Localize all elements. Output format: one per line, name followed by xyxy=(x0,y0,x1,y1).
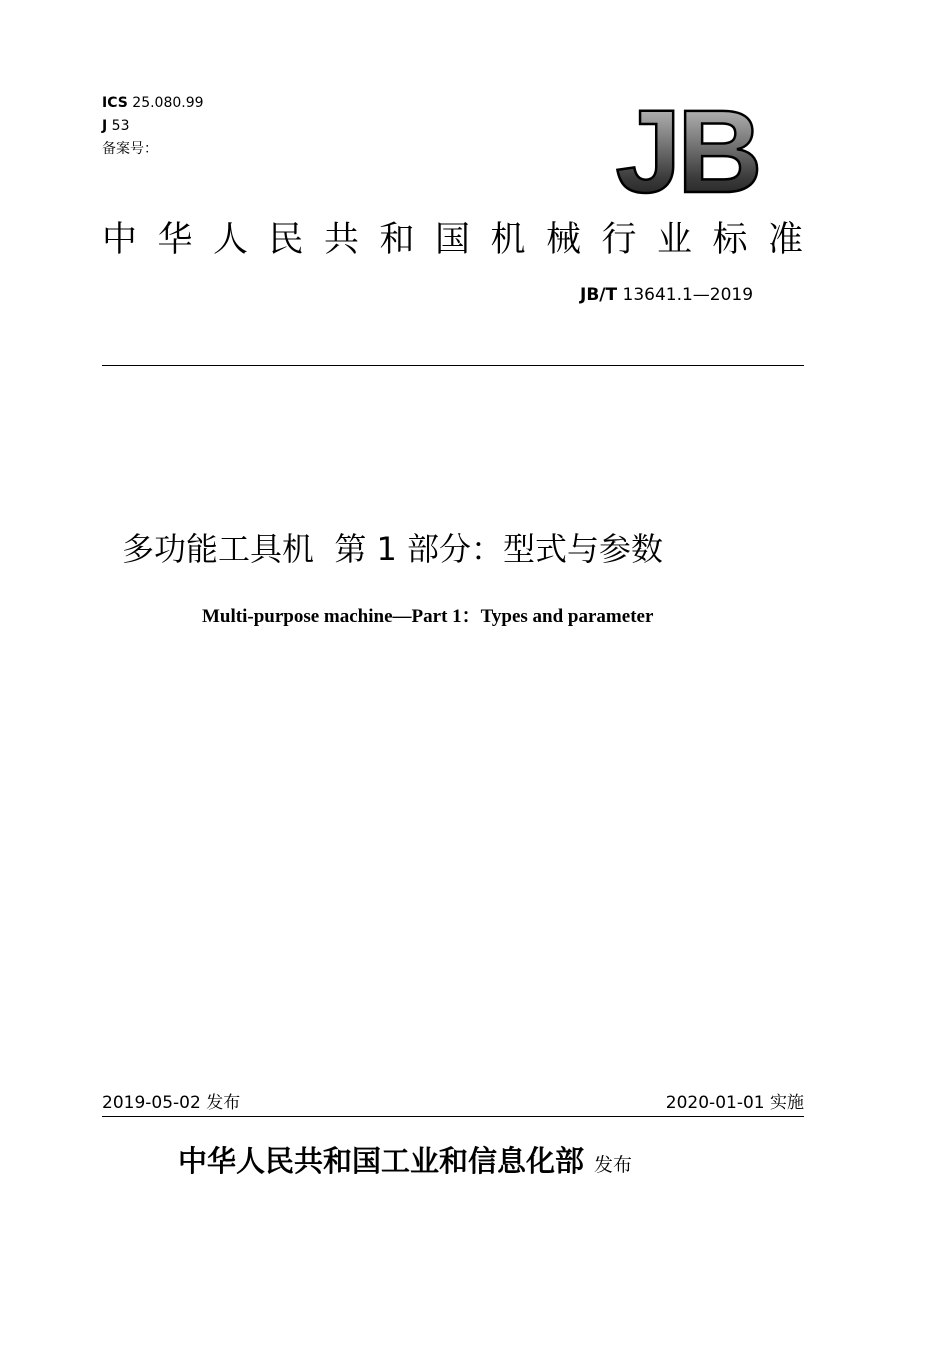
effective-date: 2020-01-01 xyxy=(665,1093,765,1113)
effective-date-block xyxy=(666,1092,804,1114)
record-number-label: 备案号： xyxy=(102,141,158,157)
classification-line xyxy=(102,118,130,134)
ics-code-line xyxy=(102,95,204,111)
classification-label: J xyxy=(102,118,108,134)
standard-number-prefix: JB/T xyxy=(580,285,618,305)
ics-label: ICS xyxy=(102,95,128,111)
effective-label: 实施 xyxy=(770,1093,804,1113)
jb-logo-text: JB xyxy=(615,92,759,202)
publisher-line xyxy=(178,1142,632,1184)
publisher-action: 发布 xyxy=(594,1154,633,1176)
document-title-english: Multi-purpose machine—Part 1：Types and parameter xyxy=(202,606,654,627)
top-divider xyxy=(102,365,804,366)
issue-label: 发布 xyxy=(206,1093,241,1113)
ics-code: 25.080.99 xyxy=(132,95,204,111)
jb-logo xyxy=(603,92,763,202)
issue-date: 2019-05-02 xyxy=(102,1093,201,1113)
issue-date-block xyxy=(102,1092,240,1114)
standard-number xyxy=(580,285,753,305)
bottom-divider xyxy=(102,1116,804,1117)
classification-code: 53 xyxy=(111,118,130,134)
record-number-line xyxy=(102,141,158,157)
publisher-name: 中华人民共和国工业和信息化部 xyxy=(178,1144,585,1178)
standard-title: 中华人民共和国机械行业标准 xyxy=(102,220,824,260)
standard-number-value: 13641.1—2019 xyxy=(622,285,754,305)
document-title-chinese: 多功能工具机 第 1 部分：型式与参数 xyxy=(122,530,664,568)
